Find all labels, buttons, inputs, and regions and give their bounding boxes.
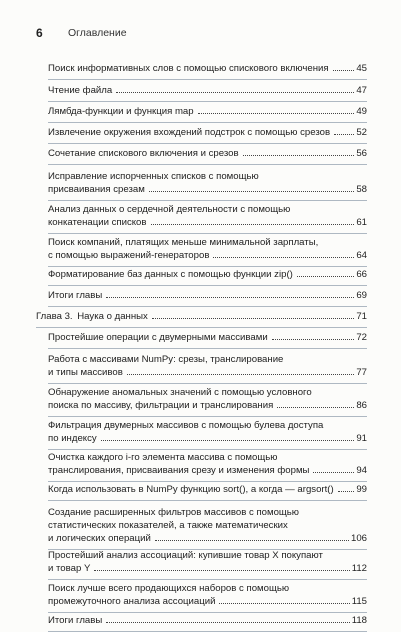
dot-leader bbox=[243, 155, 355, 156]
toc-entry-title: и типы массивов bbox=[48, 367, 123, 378]
toc-page-number: 69 bbox=[356, 290, 367, 301]
toc-page-number: 72 bbox=[356, 332, 367, 343]
chapter-label: Глава 3. bbox=[36, 311, 76, 322]
dot-leader bbox=[219, 603, 349, 604]
toc-entry-title: Очистка каждого i-го элемента массива с помощью bbox=[48, 452, 278, 463]
running-title: Оглавление bbox=[68, 27, 127, 39]
toc-entry bbox=[48, 170, 367, 201]
toc-chapter-entry bbox=[36, 310, 367, 328]
toc-entry bbox=[48, 582, 367, 613]
dot-leader bbox=[297, 276, 354, 277]
dot-leader bbox=[127, 374, 354, 375]
toc-entry bbox=[48, 614, 367, 632]
toc-entry bbox=[48, 84, 367, 102]
toc-entry bbox=[48, 451, 367, 482]
toc-page-number: 99 bbox=[356, 484, 367, 495]
toc-entry-title: Итоги главы bbox=[48, 290, 103, 301]
toc-entry-title: и логических операций bbox=[48, 533, 151, 544]
toc-entry bbox=[48, 331, 367, 349]
dot-leader bbox=[334, 134, 354, 135]
dot-leader bbox=[277, 407, 354, 408]
toc-entry bbox=[48, 506, 367, 550]
toc-entry-title: поиска по массиву, фильтрации и транслирования bbox=[48, 400, 274, 411]
toc-page-number: 115 bbox=[351, 596, 367, 607]
toc-page-number: 94 bbox=[356, 465, 367, 476]
dot-leader bbox=[198, 113, 355, 114]
toc-page-number: 52 bbox=[356, 127, 367, 138]
toc-entry-title: Исправление испорченных списков с помощью bbox=[48, 171, 259, 182]
toc-entry bbox=[48, 419, 367, 450]
toc-entry bbox=[48, 268, 367, 286]
toc-entry-title: Работа с массивами NumPy: срезы, транслирование bbox=[48, 354, 284, 365]
toc-page-number: 58 bbox=[356, 184, 367, 195]
dot-leader bbox=[333, 70, 355, 71]
toc-entry-title: конкатенации списков bbox=[48, 217, 147, 228]
toc-page-number: 86 bbox=[356, 400, 367, 411]
page-number: 6 bbox=[36, 26, 43, 40]
toc-entry-title: Простейший анализ ассоциаций: купившие товар X покупают bbox=[48, 550, 323, 561]
dot-leader bbox=[152, 318, 354, 319]
dot-leader bbox=[313, 472, 354, 473]
toc-entry-title: с помощью выражений-генераторов bbox=[48, 250, 210, 261]
toc-entry-title: Анализ данных о сердечной деятельности с помощью bbox=[48, 204, 291, 215]
toc-entry-title: Поиск лучше всего продающихся наборов с помощью bbox=[48, 583, 290, 594]
dot-leader bbox=[101, 440, 355, 441]
toc-entry-title: Поиск информативных слов с помощью спискового включения bbox=[48, 63, 329, 74]
dot-leader bbox=[106, 297, 354, 298]
toc-entry-title: Когда использовать в NumPy функцию sort(), а когда — argsort() bbox=[48, 484, 334, 495]
toc-entry bbox=[48, 147, 367, 165]
toc-entry-title: Лямбда-функции и функция map bbox=[48, 106, 194, 117]
toc-entry bbox=[48, 483, 367, 501]
toc-page-number: 47 bbox=[356, 85, 367, 96]
toc-entry-title: Обнаружение аномальных значений с помощью условного bbox=[48, 387, 312, 398]
dot-leader bbox=[151, 224, 355, 225]
dot-leader bbox=[116, 92, 354, 93]
toc-page-number: 71 bbox=[356, 311, 367, 322]
toc-page-number: 64 bbox=[356, 250, 367, 261]
toc-entry-title: Сочетание спискового включения и срезов bbox=[48, 148, 239, 159]
toc-entry bbox=[48, 105, 367, 123]
toc-page-number: 56 bbox=[356, 148, 367, 159]
dot-leader bbox=[338, 491, 355, 492]
toc-entry-title: Фильтрация двумерных массивов с помощью булева доступа bbox=[48, 420, 324, 431]
toc-entry-title: промежуточного анализа ассоциаций bbox=[48, 596, 216, 607]
toc-page-number: 61 bbox=[356, 217, 367, 228]
toc-entry-title: транслирования, присваивания срезу и изменения формы bbox=[48, 465, 310, 476]
dot-leader bbox=[272, 339, 355, 340]
toc-entry-title: Извлечение окружения вхождений подстрок с помощью срезов bbox=[48, 127, 331, 138]
toc-page-number: 91 bbox=[356, 433, 367, 444]
toc-entry-title: присваивания срезам bbox=[48, 184, 145, 195]
dot-leader bbox=[94, 570, 349, 571]
toc-page-number: 118 bbox=[351, 615, 367, 626]
toc-page-number: 45 bbox=[356, 63, 367, 74]
toc-entry-title: и товар Y bbox=[48, 563, 91, 574]
toc-page-number: 77 bbox=[356, 367, 367, 378]
toc-entry bbox=[48, 386, 367, 417]
toc-page-number: 49 bbox=[356, 106, 367, 117]
toc-entry-title: Наука о данных bbox=[77, 311, 148, 322]
toc-entry bbox=[48, 62, 367, 80]
toc-page-number: 66 bbox=[356, 269, 367, 280]
dot-leader bbox=[213, 257, 354, 258]
toc-entry bbox=[48, 353, 367, 384]
toc-entry-title: Форматирование баз данных с помощью функции zip() bbox=[48, 269, 293, 280]
toc-entry bbox=[48, 549, 367, 580]
dot-leader bbox=[149, 191, 355, 192]
dot-leader bbox=[155, 540, 349, 541]
toc-entry bbox=[48, 289, 367, 307]
toc-entry-title: Поиск компаний, платящих меньше минимальной зарплаты, bbox=[48, 237, 319, 248]
toc-entry-title: Создание расширенных фильтров массивов с помощью bbox=[48, 507, 299, 518]
toc-entry-title: Итоги главы bbox=[48, 615, 103, 626]
toc-entry bbox=[48, 236, 367, 267]
dot-leader bbox=[106, 622, 349, 623]
toc-entry-title: статистических показателей, а также математических bbox=[48, 520, 288, 531]
toc-page-number: 112 bbox=[351, 563, 367, 574]
toc-entry-title: по индексу bbox=[48, 433, 97, 444]
toc-page-number: 106 bbox=[350, 533, 367, 544]
toc-entry bbox=[48, 126, 367, 144]
toc-entry-title: Простейшие операции с двумерными массивами bbox=[48, 332, 268, 343]
toc-entry bbox=[48, 203, 367, 234]
toc-entry-title: Чтение файла bbox=[48, 85, 113, 96]
